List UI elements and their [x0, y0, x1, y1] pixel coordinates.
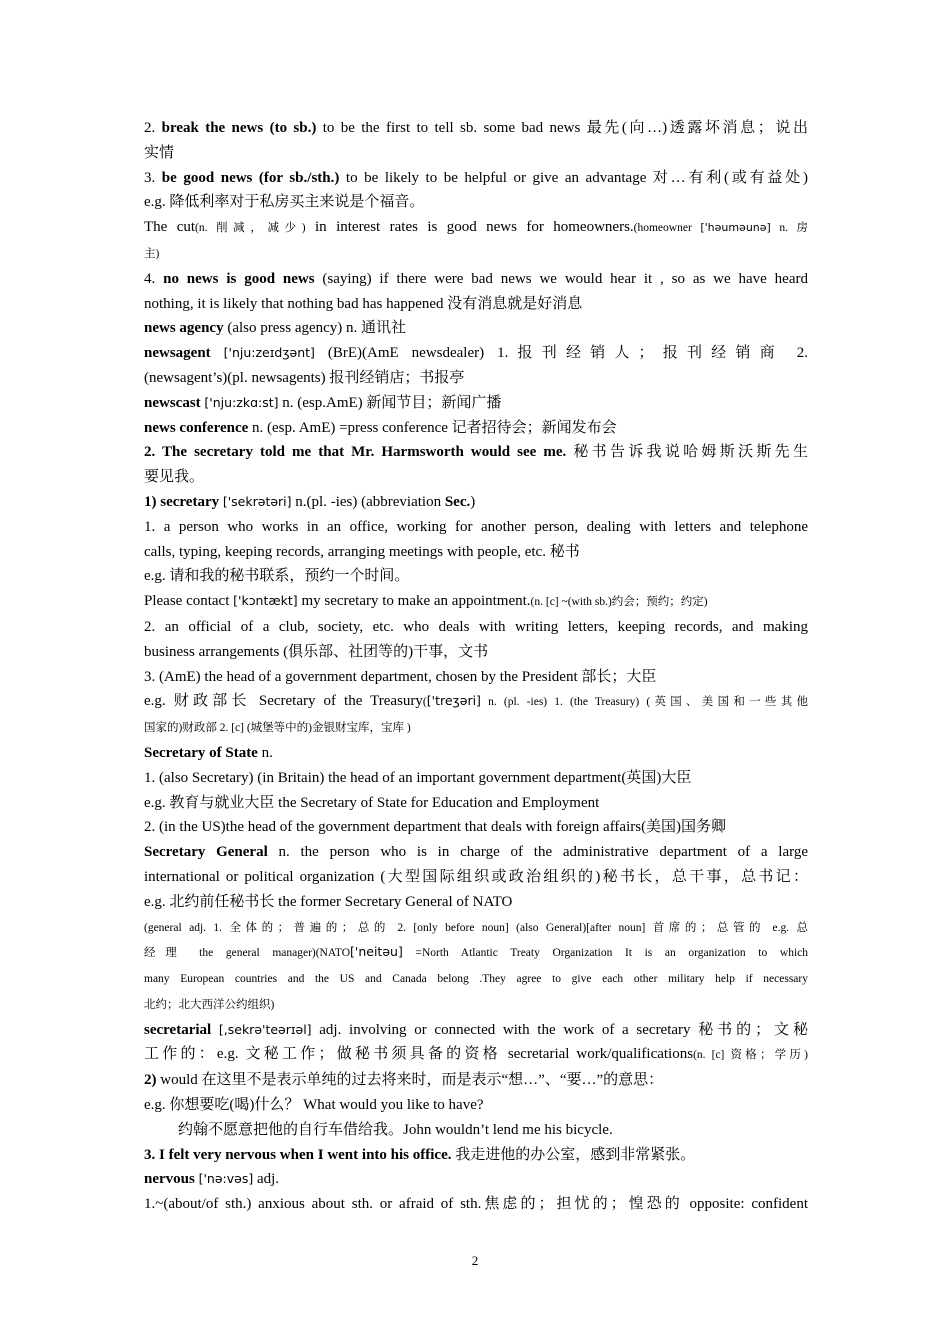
- text-segment: n. the person who is in charge of the administrative department of a large: [267, 844, 808, 861]
- text-segment: e.g. 教育与就业大臣 the Secretary of State for Education and Employment: [144, 794, 600, 811]
- text-line: [144, 1192, 808, 1217]
- headword: newscast: [144, 394, 201, 411]
- text-line: [144, 391, 808, 416]
- text-line: [144, 766, 808, 791]
- text-line: [144, 416, 808, 441]
- text-line: [144, 715, 808, 741]
- text-segment: calls, typing, keeping records, arranging meetings with people, etc. 秘书: [144, 543, 580, 560]
- text-line: [144, 241, 808, 267]
- text-segment: 工作的：e.g. 文秘工作；做秘书须具备的资格 secretarial work/qualifications: [144, 1046, 694, 1063]
- text-segment: n. (esp. AmE) =press conference 记者招待会；新闻发布会: [248, 419, 617, 436]
- headword: Sec.: [444, 493, 471, 510]
- text-line: [144, 1018, 808, 1043]
- text-segment: 约翰不愿意把他的自行车借给我。John wouldn’t lend me his bicycle.: [178, 1121, 613, 1138]
- text-segment: international or political organization (大型国际组织或政治组织的)秘书长，总干事，总书记：: [144, 868, 808, 885]
- document-body: [144, 116, 808, 1217]
- headword: 2. The secretary told me that Mr. Harmsworth would see me.: [144, 444, 567, 461]
- text-segment: adj. involving or connected with the work of a secretary 秘书的；文秘: [311, 1021, 808, 1038]
- headword: 3. I felt very nervous when I went into his office.: [144, 1146, 452, 1163]
- text-line: [144, 665, 808, 690]
- text-line: [144, 791, 808, 816]
- text-segment: 1.~(about/of sth.) anxious about sth. or afraid of sth.焦虑的；担忧的；惶恐的 opposite: confident: [144, 1196, 808, 1213]
- text-segment: (newsagent’s)(pl. newsagents) 报刊经销店；书报亭: [144, 369, 465, 386]
- text-segment: n.: [257, 744, 273, 761]
- text-segment: in interest rates is good news for homeowners.: [305, 219, 634, 236]
- text-segment: business arrangements (俱乐部、社团等的)干事，文书: [144, 643, 489, 660]
- text-line: [144, 689, 808, 715]
- text-segment: 经理 the general manager)(NATO: [144, 947, 351, 960]
- text-line: [144, 865, 808, 890]
- text-line: [144, 440, 808, 465]
- text-line: [144, 341, 808, 366]
- text-segment: would 在这里不是表示单纯的过去将来时，而是表示“想…”、“要…”的意思：: [156, 1072, 664, 1089]
- text-segment: =North Atlantic Treaty Organization It is an organization to which: [402, 947, 808, 960]
- text-line: [144, 815, 808, 840]
- text-segment: ): [470, 493, 476, 510]
- text-segment: 我走进他的办公室，感到非常紧张。: [451, 1146, 696, 1163]
- text-line: [144, 1093, 808, 1118]
- headword: news conference: [144, 419, 249, 436]
- text-segment: e.g. 降低利率对于私房买主来说是个福音。: [144, 194, 425, 211]
- text-segment: (homeowner: [633, 222, 701, 235]
- headword: news agency: [144, 320, 224, 337]
- text-line: [144, 966, 808, 992]
- text-line: [144, 215, 808, 241]
- phonetic: ['sekrətəri]: [222, 493, 292, 509]
- text-segment: The cut: [144, 219, 196, 236]
- text-segment: 1. a person who works in an office, working for another person, dealing with letters and telephone: [144, 518, 808, 535]
- text-segment: 3. (AmE) the head of a government department, chosen by the President 部长；大臣: [144, 668, 657, 685]
- text-line: [144, 267, 808, 292]
- text-segment: [211, 345, 224, 361]
- text-segment: 国家的)财政部 2. [c] (城堡等中的)金银财宝库，宝库 ): [144, 722, 411, 735]
- text-line: [144, 490, 808, 515]
- text-segment: 秘书告诉我说哈姆斯沃斯先生: [566, 444, 808, 461]
- text-line: [144, 615, 808, 640]
- text-segment: (n. 削减，减少): [195, 222, 306, 235]
- text-segment: 2.: [144, 120, 162, 136]
- text-line: [144, 190, 808, 215]
- headword: secretarial: [144, 1021, 212, 1038]
- text-line: [144, 116, 808, 141]
- text-line: [144, 915, 808, 941]
- text-segment: to be the first to tell sb. some bad news 最先(向…)透露坏消息；说出: [316, 120, 808, 136]
- text-line: [144, 141, 808, 166]
- text-segment: e.g. 你想要吃(喝)什么？ What would you like to have?: [144, 1097, 484, 1114]
- text-segment: (also press agency) n. 通讯社: [223, 320, 407, 337]
- text-line: [144, 940, 808, 966]
- text-segment: 北约；北大西洋公约组织): [144, 998, 275, 1011]
- phonetic: ['kɔntækt]: [233, 593, 298, 609]
- text-segment: 3.: [144, 169, 162, 186]
- text-segment: (n. [c] 资格；学历): [693, 1049, 808, 1062]
- phonetic: [,sekrə'teərɪəl]: [218, 1021, 312, 1037]
- text-segment: e.g. 北约前任秘书长 the former Secretary General of NATO: [144, 893, 513, 910]
- text-line: [144, 840, 808, 865]
- text-line: [144, 515, 808, 540]
- text-segment: 2. an official of a club, society, etc. who deals with writing letters, keeping records, and making: [144, 618, 808, 635]
- text-line: [144, 890, 808, 915]
- text-line: [144, 292, 808, 317]
- text-segment: (BrE)(AmE newsdealer) 1.报刊经销人；报刊经销商 2.: [314, 345, 808, 362]
- text-line: [144, 564, 808, 589]
- headword: Secretary General: [144, 844, 268, 861]
- text-segment: nothing, it is likely that nothing bad has happened 没有消息就是好消息: [144, 295, 583, 312]
- text-segment: e.g. 财政部长 Secretary of the Treasury: [144, 693, 423, 710]
- headword: 2): [144, 1072, 157, 1089]
- headword: 1) secretary: [144, 493, 220, 510]
- text-segment: many European countries and the US and Canada belong .They agree to give each other military help if necessary: [144, 973, 808, 986]
- headword: newsagent: [144, 345, 211, 362]
- text-segment: 要见我。: [144, 469, 205, 486]
- headword: break the news (to sb.): [161, 120, 317, 136]
- text-segment: 1. (also Secretary) (in Britain) the head of an important government department(英国)大臣: [144, 769, 692, 786]
- headword: no news is good news: [163, 270, 315, 287]
- headword: nervous: [144, 1171, 195, 1188]
- text-segment: 4.: [144, 270, 164, 287]
- text-segment: (saying) if there were bad news we would hear it , so as we have heard: [314, 270, 808, 287]
- text-line: [144, 589, 808, 615]
- text-line: [144, 640, 808, 665]
- headword: Secretary of State: [144, 744, 258, 761]
- text-segment: n. (esp.AmE) 新闻节目；新闻广播: [278, 394, 502, 411]
- text-line: [144, 1118, 808, 1143]
- phonetic: ['həuməunə]: [700, 221, 771, 235]
- text-line: [144, 465, 808, 490]
- text-segment: 实情: [144, 144, 175, 161]
- text-segment: n. 房: [770, 222, 808, 235]
- text-line: [144, 992, 808, 1018]
- text-segment: n.(pl. -ies) (abbreviation: [291, 493, 445, 510]
- text-line: [144, 166, 808, 191]
- text-segment: adj.: [253, 1171, 280, 1188]
- phonetic: ['nju:zeɪdʒənt]: [223, 345, 315, 361]
- text-segment: my secretary to make an appointment.: [297, 593, 531, 610]
- text-segment: Please contact: [144, 593, 234, 610]
- text-line: [144, 1167, 808, 1192]
- text-segment: n. (pl. -ies) 1. (the Treasury) (英国、美国和一些其他: [480, 696, 808, 709]
- text-segment: to be likely to be helpful or give an advantage 对…有利(或有益处): [339, 169, 808, 186]
- page-number: 2: [471, 1253, 479, 1268]
- phonetic: ['neitəu]: [350, 944, 403, 960]
- text-segment: (n. [c] ~(with sb.)约会；预约；约定): [530, 596, 708, 609]
- text-line: [144, 366, 808, 391]
- phonetic: ['treʒəri]: [426, 693, 481, 709]
- text-segment: (: [422, 696, 427, 709]
- text-line: [144, 316, 808, 341]
- text-segment: [211, 1022, 219, 1038]
- phonetic: ['nju:zkɑ:st]: [204, 394, 279, 410]
- text-line: [144, 1068, 808, 1093]
- text-segment: 2. (in the US)the head of the government department that deals with foreign affairs(美国)国务卿: [144, 819, 727, 836]
- headword: be good news (for sb./sth.): [161, 169, 340, 186]
- text-line: [144, 1143, 808, 1168]
- text-segment: e.g. 请和我的秘书联系，预约一个时间。: [144, 568, 410, 585]
- text-segment: 主): [144, 247, 160, 260]
- text-line: [144, 1042, 808, 1068]
- text-line: [144, 540, 808, 565]
- phonetic: ['nə:vəs]: [198, 1171, 254, 1187]
- text-line: [144, 741, 808, 766]
- text-segment: (general adj. 1. 全体的；普遍的；总的 2. [only before noun] (also General)[after noun] 首席的；总管的 e.g. 总: [144, 921, 808, 934]
